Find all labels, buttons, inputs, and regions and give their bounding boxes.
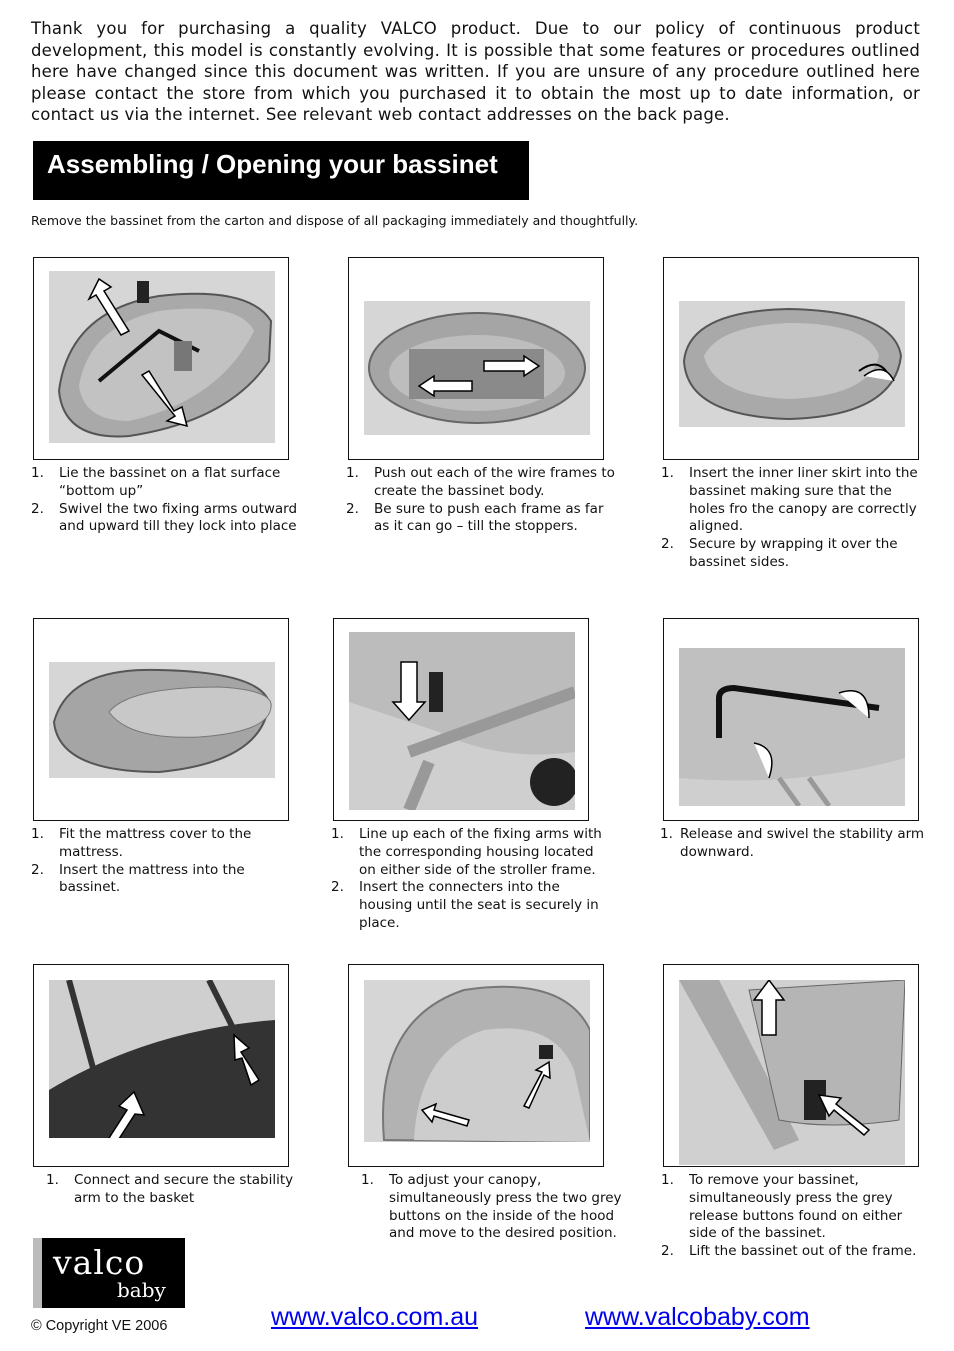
inner-liner-illustration xyxy=(679,301,905,427)
basket-connection-illustration xyxy=(49,980,275,1138)
bassinet-wire-frames-illustration xyxy=(364,301,590,435)
step-list-4 xyxy=(31,826,301,897)
logo-accent-bar xyxy=(33,1238,42,1308)
mattress-illustration xyxy=(49,662,275,778)
step-list-1 xyxy=(31,465,301,536)
step-item: 2. Swivel the two fixing arms outward and upward till they lock into place xyxy=(31,500,298,535)
stability-arm-illustration xyxy=(679,648,905,806)
step-list-9 xyxy=(661,1172,931,1261)
remove-instruction: Remove the bassinet from the carton and dispose of all packaging immediately and thoughtfully. xyxy=(31,213,639,228)
fixing-arms-illustration xyxy=(349,632,575,810)
logo-word-valco: valco xyxy=(53,1243,146,1282)
intro-paragraph: Thank you for purchasing a quality VALCO product. Due to our policy of continuous product development, this model is constantly evolving. It is possible that some features or procedures outlined here have changed since this document was written. If you are unsure of any procedure outlined here please contact the store from which you purchased it to obtain the most up to date information, or contact us via the internet. See relevant web contact addresses on the back page. xyxy=(31,19,920,124)
step-item: 1. Fit the mattress cover to the mattress. xyxy=(31,826,252,860)
step-item: 2. Be sure to push each frame as far as it can go – till the stoppers. xyxy=(346,500,604,535)
step-item: 1. Insert the inner liner skirt into the bassinet making sure that the holes fro the canopy are correctly aligned. xyxy=(661,465,918,535)
step-photo-9 xyxy=(663,964,919,1167)
bassinet-bottom-up-illustration xyxy=(49,271,275,443)
step-photo-7 xyxy=(33,964,289,1167)
step-photo-5 xyxy=(333,618,589,821)
section-title: Assembling / Opening your bassinet xyxy=(47,149,498,179)
step-item: 1. Lie the bassinet on a flat surface “bottom up” xyxy=(31,465,281,499)
copyright-notice: © Copyright VE 2006 xyxy=(31,1318,168,1334)
step-photo-1 xyxy=(33,257,289,460)
step-list-8 xyxy=(361,1172,631,1243)
step-list-2 xyxy=(346,465,616,536)
step-photo-8 xyxy=(348,964,604,1167)
step-item: 1. Connect and secure the stability arm to the basket xyxy=(46,1172,294,1206)
step-photo-6 xyxy=(663,618,919,821)
step-item: 2. Secure by wrapping it over the bassinet sides. xyxy=(661,536,898,570)
step-item: 1. Line up each of the fixing arms with the corresponding housing located on either side of the stroller frame. xyxy=(331,826,602,878)
logo-word-baby: baby xyxy=(117,1278,166,1302)
link-valcobaby[interactable]: www.valcobaby.com xyxy=(585,1303,810,1331)
remove-bassinet-illustration xyxy=(679,980,905,1165)
step-photo-4 xyxy=(33,618,289,821)
step-photo-2 xyxy=(348,257,604,460)
step-item: 1. To remove your bassinet, simultaneously press the grey release buttons found on either side of the bassinet. xyxy=(661,1172,903,1242)
step-item: 1. To adjust your canopy, simultaneously press the two grey buttons on the inside of the hood and move to the desired position. xyxy=(361,1172,622,1242)
step-list-5 xyxy=(331,826,611,933)
valco-baby-logo xyxy=(33,1238,185,1308)
step-item: 1. Release and swivel the stability arm downward. xyxy=(660,826,925,860)
step-list-3 xyxy=(661,465,931,572)
step-item: 2. Insert the connecters into the housing until the seat is securely in place. xyxy=(331,879,599,931)
link-valco-au[interactable]: www.valco.com.au xyxy=(271,1303,479,1331)
step-item: 2. Insert the mattress into the bassinet. xyxy=(31,861,245,896)
step-item: 2. Lift the bassinet out of the frame. xyxy=(661,1243,917,1260)
step-photo-3 xyxy=(663,257,919,460)
step-list-6 xyxy=(660,826,930,862)
canopy-adjust-illustration xyxy=(364,980,590,1142)
section-banner xyxy=(33,141,529,200)
step-list-7 xyxy=(46,1172,316,1208)
step-item: 1. Push out each of the wire frames to create the bassinet body. xyxy=(346,465,615,499)
